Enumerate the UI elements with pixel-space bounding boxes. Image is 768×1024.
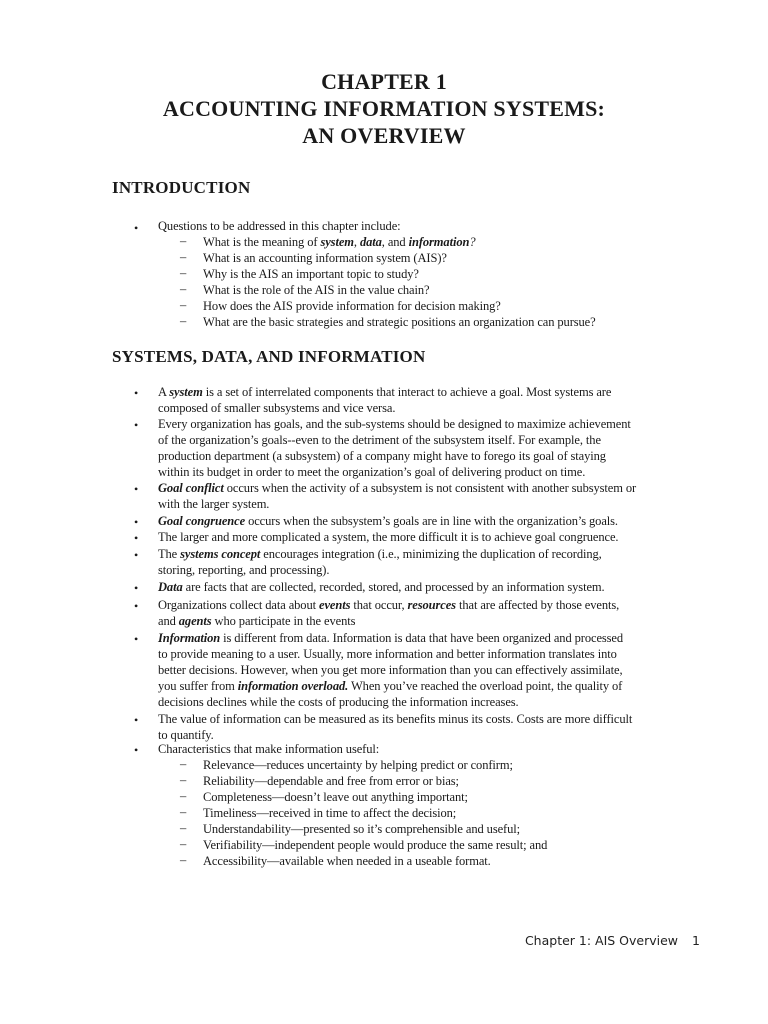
question-3: Why is the AIS an important topic to study? [203, 267, 419, 281]
useful-characteristics: Characteristics that make information useful: [158, 742, 380, 756]
information-definition: Information is different from data. Information is data that have been organized and processed [158, 631, 624, 645]
dash-icon: – [180, 250, 187, 264]
bullet-icon: • [134, 581, 139, 595]
chapter-title-line1: ACCOUNTING INFORMATION SYSTEMS: [162, 96, 606, 121]
bullet-icon: • [134, 515, 139, 529]
dash-icon: – [180, 805, 187, 819]
organization-goals-line2: of the organization’s goals--even to the detriment of the subsystem itself. For example, the [158, 433, 601, 447]
dash-icon: – [180, 266, 187, 280]
chapter-number: CHAPTER 1 [321, 69, 447, 94]
systems-concept-line2: storing, reporting, and processing). [158, 563, 330, 577]
data-definition: Data are facts that are collected, recorded, stored, and processed by an information system. [158, 580, 605, 594]
page-number: 1 [692, 933, 700, 948]
information-definition-line3: better decisions. However, when you get more information than you can effectively assimilate, [158, 663, 623, 677]
data-collection: Organizations collect data about events that occur, resources that are affected by those events, [158, 598, 620, 612]
dash-icon: – [180, 821, 187, 835]
systems-concept: The systems concept encourages integration (i.e., minimizing the duplication of recording, [158, 547, 602, 561]
information-definition-line2: to provide meaning to a user. Usually, more information and better information translates into [158, 647, 617, 661]
bullet-icon: • [134, 386, 139, 400]
dash-icon: – [180, 757, 187, 771]
page-footer [525, 933, 700, 948]
characteristic-relevance: Relevance—reduces uncertainty by helping predict or confirm; [203, 758, 513, 772]
information-value: The value of information can be measured as its benefits minus its costs. Costs are more difficult [158, 712, 633, 726]
data-collection-line2: and agents who participate in the events [158, 614, 356, 628]
dash-icon: – [180, 773, 187, 787]
dash-icon: – [180, 837, 187, 851]
dash-icon: – [180, 298, 187, 312]
bullet-icon: • [134, 531, 139, 545]
introduction-heading: INTRODUCTION [112, 178, 251, 197]
bullet-icon: • [134, 548, 139, 562]
dash-icon: – [180, 789, 187, 803]
question-2: What is an accounting information system (AIS)? [203, 251, 447, 265]
dash-icon: – [180, 234, 187, 248]
bullet-icon: • [134, 599, 139, 613]
information-overload: you suffer from information overload. When you’ve reached the overload point, the quality of [158, 679, 623, 693]
goal-conflict: Goal conflict occurs when the activity of a subsystem is not consistent with another subsystem or [158, 481, 637, 495]
system-complexity: The larger and more complicated a system, the more difficult it is to achieve goal congruence. [158, 530, 619, 544]
organization-goals-line4: within its budget in order to meet the organization’s goal of delivering product on time. [158, 465, 586, 479]
characteristic-understandability: Understandability—presented so it’s comprehensible and useful; [203, 822, 520, 836]
information-value-line2: to quantify. [158, 728, 214, 742]
bullet-icon: • [134, 743, 139, 757]
characteristic-verifiability: Verifiability—independent people would produce the same result; and [203, 838, 548, 852]
goal-conflict-line2: with the larger system. [158, 497, 270, 511]
bullet-icon: • [134, 418, 139, 432]
information-definition-line5: decisions declines while the costs of producing the information increases. [158, 695, 519, 709]
characteristic-accessibility: Accessibility—available when needed in a useable format. [203, 854, 491, 868]
dash-icon: – [180, 282, 187, 296]
question-5: How does the AIS provide information for decision making? [203, 299, 501, 313]
bullet-icon: • [134, 221, 139, 235]
organization-goals-line1: Every organization has goals, and the sub-systems should be designed to maximize achievement [158, 417, 631, 431]
system-definition-line2: composed of smaller subsystems and vice versa. [158, 401, 396, 415]
question-4: What is the role of the AIS in the value chain? [203, 283, 430, 297]
intro-lead-text: Questions to be addressed in this chapter include: [158, 219, 401, 233]
bullet-icon: • [134, 482, 139, 496]
question-6: What are the basic strategies and strategic positions an organization can pursue? [203, 315, 596, 329]
dash-icon: – [180, 314, 187, 328]
bullet-icon: • [134, 713, 139, 727]
goal-congruence: Goal congruence occurs when the subsystem’s goals are in line with the organization’s goals. [158, 514, 618, 528]
question-1: What is the meaning of system, data, and information? [203, 235, 476, 249]
organization-goals-line3: production department (a subsystem) of a company might have to forego its goal of staying [158, 449, 606, 463]
bullet-icon: • [134, 632, 139, 646]
system-definition: A system is a set of interrelated components that interact to achieve a goal. Most systems are [158, 385, 612, 399]
characteristic-reliability: Reliability—dependable and free from error or bias; [203, 774, 459, 788]
footer-label: Chapter 1: AIS Overview [524, 933, 679, 948]
systems-heading: SYSTEMS, DATA, AND INFORMATION [112, 347, 426, 366]
dash-icon: – [180, 853, 187, 867]
characteristic-timeliness: Timeliness—received in time to affect the decision; [203, 806, 457, 820]
chapter-title-line2: AN OVERVIEW [302, 123, 466, 148]
characteristic-completeness: Completeness—doesn’t leave out anything important; [203, 790, 468, 804]
